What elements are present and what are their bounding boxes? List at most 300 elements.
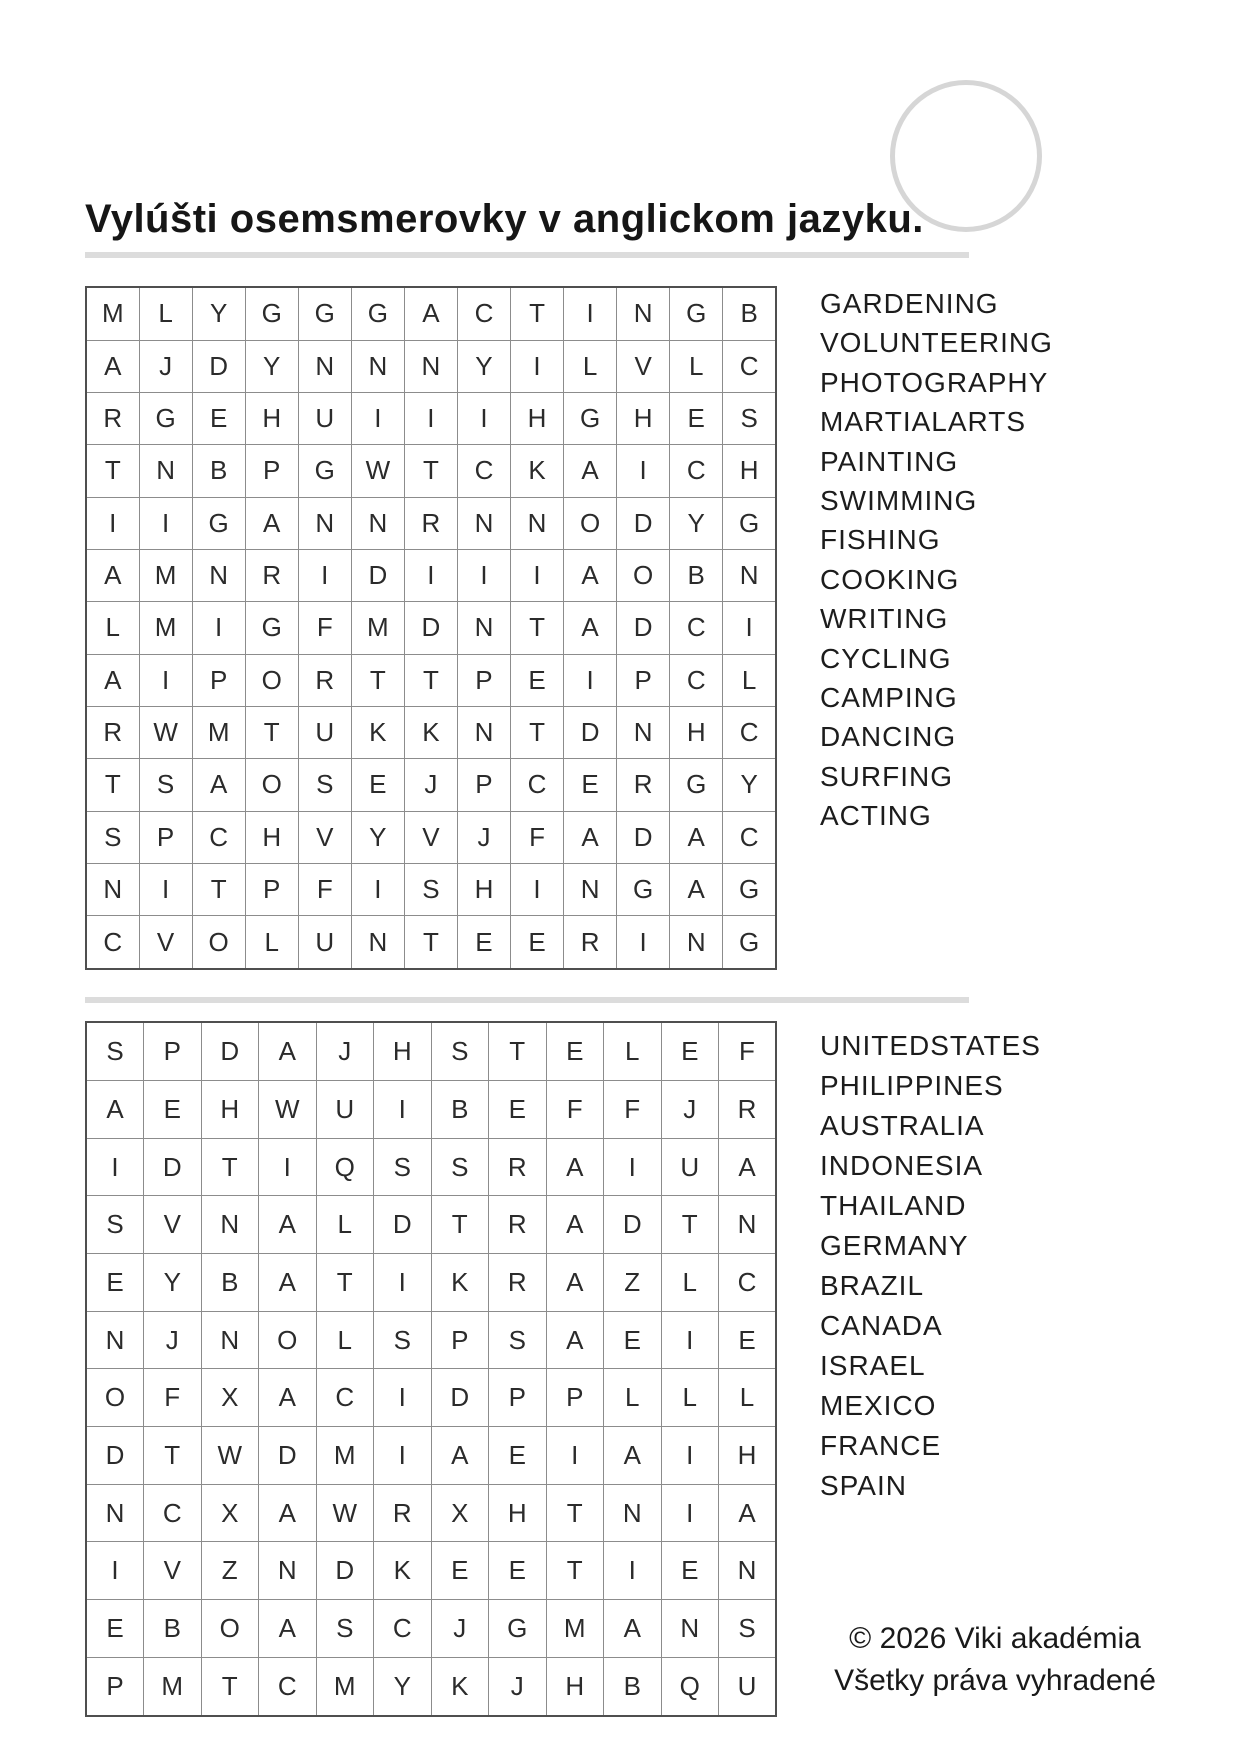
grid-cell-letter: S <box>404 863 457 915</box>
grid-cell-letter: L <box>245 916 298 969</box>
grid-row <box>86 706 776 758</box>
rights-line: Všetky práva vyhradené <box>834 1664 1156 1697</box>
grid-cell-letter: G <box>723 497 776 549</box>
grid-cell-letter: D <box>259 1427 317 1485</box>
grid-cell-letter: S <box>86 1022 144 1081</box>
grid-cell-letter: L <box>86 602 139 654</box>
grid-cell-letter: W <box>201 1427 259 1485</box>
grid-cell-letter: I <box>351 392 404 444</box>
grid-cell-letter: K <box>431 1657 489 1716</box>
grid-cell-letter: M <box>139 549 192 601</box>
grid-cell-letter: R <box>404 497 457 549</box>
grid-cell-letter: R <box>719 1081 777 1139</box>
grid-row <box>86 392 776 444</box>
wordsearch-table <box>85 286 777 970</box>
grid-cell-letter: G <box>351 287 404 340</box>
grid-cell-letter: I <box>351 863 404 915</box>
grid-cell-letter: R <box>489 1254 547 1312</box>
grid-cell-letter: I <box>139 863 192 915</box>
grid-cell-letter: I <box>661 1484 719 1542</box>
grid-cell-letter: B <box>670 549 723 601</box>
grid-row <box>86 497 776 549</box>
grid-row <box>86 759 776 811</box>
grid-cell-letter: I <box>604 1138 662 1196</box>
grid-row <box>86 602 776 654</box>
grid-cell-letter: T <box>546 1484 604 1542</box>
grid-row <box>86 549 776 601</box>
grid-cell-letter: H <box>546 1657 604 1716</box>
grid-cell-letter: W <box>351 445 404 497</box>
grid-cell-letter: Q <box>661 1657 719 1716</box>
grid-cell-letter: A <box>259 1254 317 1312</box>
grid-cell-letter: G <box>670 759 723 811</box>
grid-cell-letter: K <box>511 445 564 497</box>
grid-cell-letter: I <box>511 549 564 601</box>
word-list-item: CAMPING <box>820 682 958 714</box>
grid-row <box>86 1138 776 1196</box>
grid-cell-letter: A <box>670 863 723 915</box>
grid-row <box>86 1427 776 1485</box>
grid-cell-letter: U <box>298 392 351 444</box>
grid-cell-letter: J <box>431 1600 489 1658</box>
grid-cell-letter: N <box>298 340 351 392</box>
grid-cell-letter: T <box>351 654 404 706</box>
grid-row <box>86 1022 776 1081</box>
grid-cell-letter: C <box>259 1657 317 1716</box>
grid-cell-letter: B <box>604 1657 662 1716</box>
grid-cell-letter: C <box>192 811 245 863</box>
grid-cell-letter: B <box>431 1081 489 1139</box>
grid-cell-letter: N <box>86 863 139 915</box>
grid-cell-letter: W <box>316 1484 374 1542</box>
grid-cell-letter: W <box>139 706 192 758</box>
grid-cell-letter: P <box>457 759 510 811</box>
grid-row <box>86 1311 776 1369</box>
grid-cell-letter: T <box>144 1427 202 1485</box>
grid-cell-letter: H <box>719 1427 777 1485</box>
word-list-item: PHOTOGRAPHY <box>820 366 1049 398</box>
grid-cell-letter: G <box>723 863 776 915</box>
page-title: Vylúšti osemsmerovky v anglickom jazyku. <box>85 196 924 241</box>
grid-cell-letter: E <box>489 1542 547 1600</box>
grid-cell-letter: T <box>201 1138 259 1196</box>
grid-cell-letter: A <box>86 1081 144 1139</box>
grid-cell-letter: N <box>298 497 351 549</box>
grid-cell-letter: B <box>723 287 776 340</box>
grid-cell-letter: Z <box>604 1254 662 1312</box>
grid-cell-letter: M <box>351 602 404 654</box>
grid-cell-letter: A <box>546 1311 604 1369</box>
grid-cell-letter: C <box>316 1369 374 1427</box>
grid-cell-letter: P <box>86 1657 144 1716</box>
grid-cell-letter: A <box>564 811 617 863</box>
grid-cell-letter: S <box>374 1138 432 1196</box>
grid-cell-letter: N <box>259 1542 317 1600</box>
word-list-1 <box>820 284 1053 836</box>
word-list-item: ACTING <box>820 800 932 832</box>
grid-cell-letter: N <box>511 497 564 549</box>
grid-cell-letter: G <box>723 916 776 969</box>
grid-cell-letter: R <box>86 392 139 444</box>
grid-cell-letter: P <box>144 1022 202 1081</box>
grid-cell-letter: E <box>719 1311 777 1369</box>
grid-cell-letter: N <box>670 916 723 969</box>
word-list-item: THAILAND <box>820 1190 967 1221</box>
grid-cell-letter: S <box>86 811 139 863</box>
grid-cell-letter: S <box>489 1311 547 1369</box>
grid-cell-letter: O <box>192 916 245 969</box>
grid-cell-letter: E <box>457 916 510 969</box>
grid-cell-letter: I <box>617 445 670 497</box>
grid-cell-letter: E <box>604 1311 662 1369</box>
grid-cell-letter: G <box>139 392 192 444</box>
grid-cell-letter: G <box>489 1600 547 1658</box>
grid-cell-letter: R <box>617 759 670 811</box>
grid-cell-letter: I <box>374 1254 432 1312</box>
word-list-item: GARDENING <box>820 288 999 319</box>
grid-cell-letter: J <box>457 811 510 863</box>
grid-cell-letter: L <box>316 1311 374 1369</box>
grid-cell-letter: G <box>245 602 298 654</box>
grid-cell-letter: E <box>192 392 245 444</box>
word-list-item: UNITEDSTATES <box>820 1030 1041 1061</box>
grid-cell-letter: K <box>431 1254 489 1312</box>
grid-cell-letter: T <box>511 287 564 340</box>
grid-cell-letter: L <box>316 1196 374 1254</box>
grid-cell-letter: P <box>431 1311 489 1369</box>
grid-cell-letter: V <box>139 916 192 969</box>
grid-cell-letter: D <box>351 549 404 601</box>
word-list-item: VOLUNTEERING <box>820 327 1053 359</box>
grid-cell-letter: M <box>546 1600 604 1658</box>
grid-cell-letter: A <box>259 1369 317 1427</box>
grid-cell-letter: C <box>670 654 723 706</box>
grid-cell-letter: C <box>719 1254 777 1312</box>
grid-cell-letter: G <box>245 287 298 340</box>
grid-cell-letter: P <box>245 863 298 915</box>
grid-cell-letter: T <box>86 759 139 811</box>
grid-cell-letter: L <box>139 287 192 340</box>
grid-cell-letter: T <box>201 1657 259 1716</box>
grid-cell-letter: R <box>245 549 298 601</box>
grid-cell-letter: M <box>316 1657 374 1716</box>
wordsearch-grid-2 <box>85 1021 777 1717</box>
grid-cell-letter: N <box>404 340 457 392</box>
grid-cell-letter: C <box>144 1484 202 1542</box>
grid-cell-letter: H <box>670 706 723 758</box>
grid-cell-letter: I <box>86 497 139 549</box>
grid-cell-letter: I <box>457 549 510 601</box>
grid-cell-letter: H <box>457 863 510 915</box>
grid-cell-letter: F <box>144 1369 202 1427</box>
word-list-item: SWIMMING <box>820 485 978 517</box>
grid-row <box>86 1542 776 1600</box>
grid-cell-letter: R <box>489 1196 547 1254</box>
grid-cell-letter: C <box>511 759 564 811</box>
grid-cell-letter: D <box>617 602 670 654</box>
grid-cell-letter: O <box>259 1311 317 1369</box>
grid-cell-letter: S <box>374 1311 432 1369</box>
grid-cell-letter: H <box>374 1022 432 1081</box>
grid-cell-letter: N <box>564 863 617 915</box>
grid-row <box>86 1657 776 1716</box>
grid-cell-letter: C <box>670 445 723 497</box>
grid-cell-letter: X <box>201 1484 259 1542</box>
grid-cell-letter: C <box>723 811 776 863</box>
grid-cell-letter: J <box>139 340 192 392</box>
grid-cell-letter: M <box>192 706 245 758</box>
grid-cell-letter: P <box>139 811 192 863</box>
grid-cell-letter: E <box>564 759 617 811</box>
grid-cell-letter: N <box>723 549 776 601</box>
grid-cell-letter: S <box>431 1138 489 1196</box>
grid-cell-letter: I <box>723 602 776 654</box>
word-list-item: CANADA <box>820 1310 943 1341</box>
grid-cell-letter: G <box>298 287 351 340</box>
grid-cell-letter: A <box>259 1022 317 1081</box>
grid-cell-letter: M <box>144 1657 202 1716</box>
grid-cell-letter: N <box>661 1600 719 1658</box>
grid-cell-letter: U <box>661 1138 719 1196</box>
grid-cell-letter: R <box>298 654 351 706</box>
word-list-item: PHILIPPINES <box>820 1070 1004 1101</box>
word-list-item: WRITING <box>820 603 949 635</box>
grid-cell-letter: D <box>404 602 457 654</box>
grid-cell-letter: T <box>511 602 564 654</box>
grid-cell-letter: J <box>661 1081 719 1139</box>
grid-cell-letter: D <box>431 1369 489 1427</box>
grid-cell-letter: U <box>298 916 351 969</box>
grid-cell-letter: D <box>617 811 670 863</box>
grid-cell-letter: I <box>374 1427 432 1485</box>
grid-cell-letter: E <box>670 392 723 444</box>
grid-cell-letter: J <box>489 1657 547 1716</box>
grid-cell-letter: K <box>374 1542 432 1600</box>
grid-cell-letter: F <box>604 1081 662 1139</box>
word-list-item: AUSTRALIA <box>820 1110 985 1141</box>
grid-cell-letter: C <box>374 1600 432 1658</box>
grid-cell-letter: I <box>661 1311 719 1369</box>
grid-cell-letter: Q <box>316 1138 374 1196</box>
word-list-item: MARTIALARTS <box>820 406 1027 438</box>
grid-cell-letter: A <box>546 1138 604 1196</box>
grid-cell-letter: C <box>457 287 510 340</box>
grid-cell-letter: Y <box>245 340 298 392</box>
grid-cell-letter: I <box>192 602 245 654</box>
grid-cell-letter: T <box>661 1196 719 1254</box>
grid-cell-letter: Y <box>457 340 510 392</box>
section-divider-top <box>85 252 969 258</box>
grid-cell-letter: V <box>144 1196 202 1254</box>
grid-cell-letter: S <box>316 1600 374 1658</box>
grid-cell-letter: T <box>316 1254 374 1312</box>
grid-cell-letter: Y <box>723 759 776 811</box>
grid-cell-letter: D <box>316 1542 374 1600</box>
grid-cell-letter: O <box>617 549 670 601</box>
grid-cell-letter: I <box>564 287 617 340</box>
grid-cell-letter: C <box>457 445 510 497</box>
grid-cell-letter: I <box>604 1542 662 1600</box>
grid-cell-letter: A <box>564 602 617 654</box>
grid-cell-letter: A <box>86 549 139 601</box>
grid-cell-letter: R <box>489 1138 547 1196</box>
grid-cell-letter: O <box>564 497 617 549</box>
grid-cell-letter: H <box>617 392 670 444</box>
grid-cell-letter: G <box>617 863 670 915</box>
grid-cell-letter: A <box>604 1600 662 1658</box>
grid-cell-letter: G <box>564 392 617 444</box>
grid-row <box>86 654 776 706</box>
grid-cell-letter: G <box>192 497 245 549</box>
grid-cell-letter: A <box>604 1427 662 1485</box>
grid-cell-letter: M <box>139 602 192 654</box>
grid-cell-letter: N <box>351 497 404 549</box>
grid-cell-letter: G <box>298 445 351 497</box>
grid-row <box>86 340 776 392</box>
grid-cell-letter: T <box>404 654 457 706</box>
grid-cell-letter: S <box>431 1022 489 1081</box>
grid-cell-letter: Y <box>351 811 404 863</box>
word-list-item: CYCLING <box>820 642 952 674</box>
grid-cell-letter: I <box>546 1427 604 1485</box>
grid-row <box>86 811 776 863</box>
grid-cell-letter: I <box>457 392 510 444</box>
grid-cell-letter: O <box>201 1600 259 1658</box>
word-list-item: ISRAEL <box>820 1350 926 1381</box>
decorative-circle <box>890 80 1042 232</box>
grid-cell-letter: N <box>617 287 670 340</box>
grid-cell-letter: H <box>489 1484 547 1542</box>
grid-row <box>86 445 776 497</box>
grid-row <box>86 1196 776 1254</box>
grid-cell-letter: L <box>661 1254 719 1312</box>
grid-cell-letter: L <box>723 654 776 706</box>
grid-cell-letter: F <box>298 863 351 915</box>
grid-cell-letter: E <box>511 916 564 969</box>
grid-cell-letter: A <box>546 1196 604 1254</box>
grid-cell-letter: E <box>511 654 564 706</box>
grid-cell-letter: A <box>670 811 723 863</box>
grid-cell-letter: T <box>404 916 457 969</box>
grid-cell-letter: C <box>723 340 776 392</box>
grid-cell-letter: B <box>192 445 245 497</box>
grid-cell-letter: S <box>139 759 192 811</box>
grid-cell-letter: S <box>723 392 776 444</box>
grid-cell-letter: R <box>374 1484 432 1542</box>
grid-cell-letter: I <box>404 549 457 601</box>
grid-cell-letter: J <box>316 1022 374 1081</box>
wordsearch-table <box>85 1021 777 1717</box>
grid-cell-letter: P <box>617 654 670 706</box>
grid-row <box>86 916 776 969</box>
grid-cell-letter: F <box>511 811 564 863</box>
grid-cell-letter: D <box>144 1138 202 1196</box>
grid-cell-letter: T <box>489 1022 547 1081</box>
grid-cell-letter: D <box>604 1196 662 1254</box>
grid-cell-letter: Y <box>192 287 245 340</box>
grid-cell-letter: K <box>404 706 457 758</box>
grid-cell-letter: I <box>564 654 617 706</box>
grid-cell-letter: Y <box>374 1657 432 1716</box>
grid-cell-letter: N <box>86 1311 144 1369</box>
grid-cell-letter: N <box>351 340 404 392</box>
grid-cell-letter: N <box>351 916 404 969</box>
grid-cell-letter: T <box>431 1196 489 1254</box>
grid-cell-letter: I <box>374 1369 432 1427</box>
grid-cell-letter: V <box>298 811 351 863</box>
grid-row <box>86 1484 776 1542</box>
grid-cell-letter: D <box>192 340 245 392</box>
grid-cell-letter: L <box>604 1022 662 1081</box>
grid-row <box>86 863 776 915</box>
grid-cell-letter: V <box>617 340 670 392</box>
grid-cell-letter: C <box>670 602 723 654</box>
grid-cell-letter: A <box>564 445 617 497</box>
section-divider-middle <box>85 997 969 1003</box>
grid-cell-letter: N <box>457 706 510 758</box>
grid-cell-letter: H <box>723 445 776 497</box>
grid-cell-letter: M <box>316 1427 374 1485</box>
grid-cell-letter: B <box>144 1600 202 1658</box>
grid-cell-letter: A <box>404 287 457 340</box>
grid-cell-letter: J <box>144 1311 202 1369</box>
grid-cell-letter: T <box>511 706 564 758</box>
copyright-line: © 2026 Viki akadémia <box>849 1622 1141 1655</box>
grid-cell-letter: A <box>86 654 139 706</box>
grid-cell-letter: T <box>192 863 245 915</box>
grid-cell-letter: D <box>201 1022 259 1081</box>
grid-cell-letter: B <box>201 1254 259 1312</box>
grid-cell-letter: F <box>298 602 351 654</box>
grid-cell-letter: E <box>144 1081 202 1139</box>
grid-cell-letter: E <box>661 1542 719 1600</box>
grid-cell-letter: O <box>245 654 298 706</box>
grid-cell-letter: A <box>259 1196 317 1254</box>
grid-cell-letter: I <box>661 1427 719 1485</box>
grid-row <box>86 1600 776 1658</box>
grid-cell-letter: A <box>719 1138 777 1196</box>
grid-cell-letter: A <box>245 497 298 549</box>
grid-cell-letter: V <box>144 1542 202 1600</box>
grid-cell-letter: A <box>259 1484 317 1542</box>
grid-cell-letter: H <box>201 1081 259 1139</box>
grid-cell-letter: C <box>723 706 776 758</box>
grid-cell-letter: P <box>192 654 245 706</box>
grid-cell-letter: A <box>86 340 139 392</box>
grid-cell-letter: E <box>661 1022 719 1081</box>
grid-cell-letter: I <box>86 1542 144 1600</box>
grid-cell-letter: F <box>546 1081 604 1139</box>
grid-cell-letter: I <box>511 340 564 392</box>
grid-cell-letter: A <box>431 1427 489 1485</box>
word-list-item: DANCING <box>820 721 957 753</box>
grid-cell-letter: I <box>139 497 192 549</box>
grid-cell-letter: L <box>564 340 617 392</box>
word-list-item: COOKING <box>820 563 960 595</box>
grid-cell-letter: Y <box>670 497 723 549</box>
grid-cell-letter: Y <box>144 1254 202 1312</box>
grid-cell-letter: A <box>546 1254 604 1312</box>
grid-cell-letter: C <box>86 916 139 969</box>
grid-cell-letter: E <box>546 1022 604 1081</box>
grid-row <box>86 287 776 340</box>
grid-cell-letter: P <box>245 445 298 497</box>
grid-cell-letter: F <box>719 1022 777 1081</box>
word-list-item: SURFING <box>820 760 953 792</box>
grid-cell-letter: A <box>259 1600 317 1658</box>
grid-cell-letter: I <box>298 549 351 601</box>
word-list-item: FRANCE <box>820 1430 942 1461</box>
